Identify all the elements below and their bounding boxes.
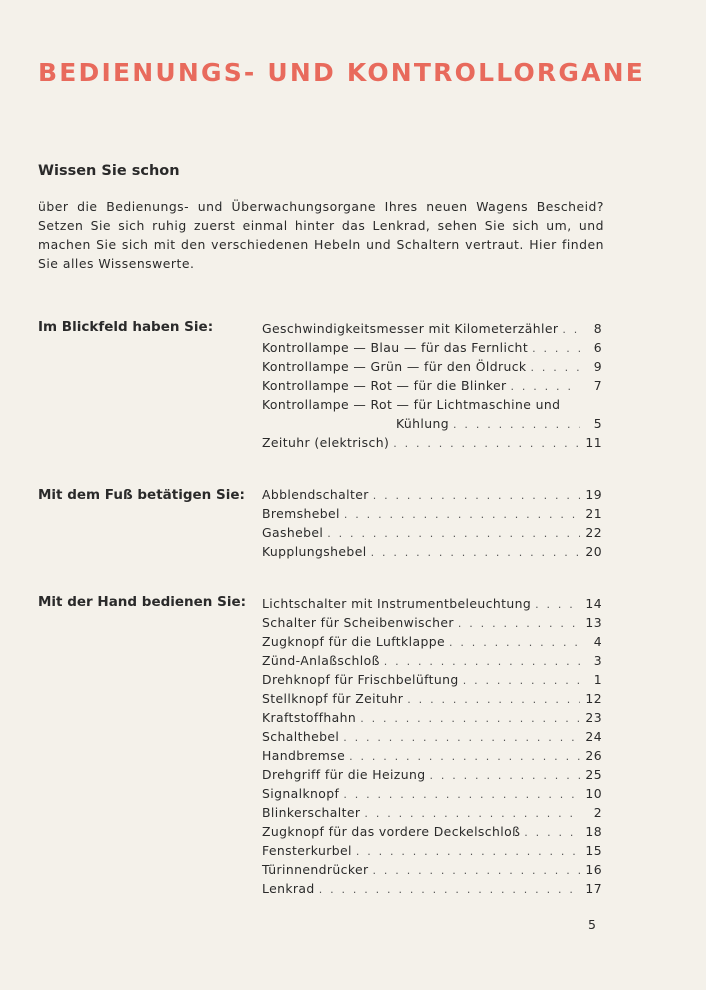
index-entry-page: 4 — [593, 634, 602, 649]
section-label-fuss: Mit dem Fuß betätigen Sie: — [38, 487, 245, 503]
index-entry-page: 14 — [585, 596, 602, 611]
leader-dots — [343, 731, 580, 744]
leader-dots — [510, 380, 580, 393]
index-entry-page: 1 — [593, 672, 602, 687]
leader-dots — [319, 883, 580, 896]
index-entry-page: 2 — [593, 805, 602, 820]
index-entry-label: Drehgriff für die Heizung — [262, 767, 426, 782]
leader-dots — [349, 750, 580, 763]
leader-dots — [393, 437, 580, 450]
index-entry-label: Lenkrad — [262, 881, 315, 896]
index-entry — [262, 691, 602, 710]
index-entry — [262, 881, 602, 900]
index-entry-label: Geschwindigkeitsmesser mit Kilometerzähler — [262, 321, 559, 336]
index-entry-page: 15 — [585, 843, 602, 858]
leader-dots — [343, 788, 580, 801]
index-entry-label: Signalknopf — [262, 786, 340, 801]
index-entry-label: Gashebel — [262, 525, 324, 540]
leader-dots — [458, 617, 580, 630]
index-entry — [262, 767, 602, 786]
leader-dots — [449, 636, 580, 649]
index-entry-page: 8 — [593, 321, 602, 336]
index-entry-label: Kontrollampe — Grün — für den Öldruck — [262, 359, 527, 374]
index-entry — [262, 843, 602, 862]
index-entry-page: 19 — [585, 487, 602, 502]
index-entry-page: 13 — [585, 615, 602, 630]
index-entry-page: 3 — [593, 653, 602, 668]
leader-dots — [524, 826, 580, 839]
index-entry-page: 10 — [585, 786, 602, 801]
index-entry — [262, 321, 602, 340]
index-entry-label: Drehknopf für Frischbelüftung — [262, 672, 459, 687]
leader-dots — [344, 508, 580, 521]
leader-dots — [364, 807, 580, 820]
index-entry — [262, 786, 602, 805]
index-entry-label: Türinnendrücker — [262, 862, 369, 877]
index-entry — [262, 397, 602, 416]
index-entry-label: Zugknopf für das vordere Deckelschloß — [262, 824, 521, 839]
index-entry — [262, 805, 602, 824]
leader-dots — [356, 845, 580, 858]
leader-dots — [327, 527, 580, 540]
leader-dots — [453, 418, 580, 431]
index-entry-page: 26 — [585, 748, 602, 763]
index-entry — [262, 378, 602, 397]
index-entry-page: 18 — [585, 824, 602, 839]
index-entry-label: Blinkerschalter — [262, 805, 361, 820]
list-fuss — [262, 487, 602, 563]
index-entry — [262, 862, 602, 881]
leader-dots — [531, 361, 581, 374]
index-entry-label: Kontrollampe — Rot — für Lichtmaschine und — [262, 397, 561, 412]
index-entry — [262, 544, 602, 563]
index-entry-label: Schalter für Scheibenwischer — [262, 615, 454, 630]
index-entry — [262, 359, 602, 378]
index-entry-label: Bremshebel — [262, 506, 340, 521]
index-entry — [262, 340, 602, 359]
section-label-hand: Mit der Hand bedienen Sie: — [38, 594, 247, 610]
index-entry — [262, 596, 602, 615]
index-entry — [262, 634, 602, 653]
index-entry-label: Kraftstoffhahn — [262, 710, 357, 725]
index-entry-label: Zeituhr (elektrisch) — [262, 435, 390, 450]
leader-dots — [532, 342, 580, 355]
index-entry-label: Zünd-Anlaßschloß — [262, 653, 380, 668]
index-entry-page: 17 — [585, 881, 602, 896]
index-entry — [262, 435, 602, 454]
index-entry-label: Fensterkurbel — [262, 843, 352, 858]
index-entry-page: 16 — [585, 862, 602, 877]
index-entry-label: Kühlung — [396, 416, 450, 431]
index-entry — [262, 729, 602, 748]
leader-dots — [407, 693, 580, 706]
index-entry — [262, 506, 602, 525]
leader-dots — [535, 598, 580, 611]
index-entry-label: Lichtschalter mit Instrumentbeleuchtung — [262, 596, 532, 611]
index-entry-page: 7 — [593, 378, 602, 393]
index-entry — [262, 748, 602, 767]
leader-dots — [429, 769, 580, 782]
index-entry-page: 6 — [593, 340, 602, 355]
index-entry-page: 25 — [585, 767, 602, 782]
index-entry-label: Zugknopf für die Luftklappe — [262, 634, 446, 649]
index-entry-page: 12 — [585, 691, 602, 706]
index-entry-page: 22 — [585, 525, 602, 540]
leader-dots — [373, 864, 580, 877]
subtitle: Wissen Sie schon — [38, 163, 180, 179]
index-entry-label: Stellknopf für Zeituhr — [262, 691, 404, 706]
index-entry-page: 5 — [593, 416, 602, 431]
index-entry-label: Kontrollampe — Blau — für das Fernlicht — [262, 340, 529, 355]
index-entry-page: 20 — [585, 544, 602, 559]
index-entry-label: Kupplungshebel — [262, 544, 367, 559]
leader-dots — [373, 489, 580, 502]
leader-dots — [384, 655, 580, 668]
page-number: 5 — [588, 917, 596, 932]
leader-dots — [371, 546, 580, 559]
page-title: BEDIENUNGS- UND KONTROLLORGANE — [38, 58, 646, 87]
index-entry — [262, 416, 602, 435]
index-entry-page: 9 — [593, 359, 602, 374]
intro-paragraph: über die Bedienungs- und Überwachungsorgane Ihres neuen Wagens Bescheid? Setzen Sie sich ruhig zuerst einmal hinter das Lenkrad, sehen Sie sich um, und machen Sie sich mit den verschiedenen Hebeln und Schaltern vertraut. Hier finden Sie alles Wissenswerte. — [38, 199, 604, 271]
index-entry — [262, 525, 602, 544]
list-hand — [262, 596, 602, 900]
index-entry-label: Handbremse — [262, 748, 346, 763]
index-entry — [262, 672, 602, 691]
index-entry-page: 11 — [585, 435, 602, 450]
section-label-blickfeld: Im Blickfeld haben Sie: — [38, 319, 214, 335]
list-blickfeld — [262, 321, 602, 454]
index-entry-page: 21 — [585, 506, 602, 521]
index-entry — [262, 710, 602, 729]
index-entry-page: 24 — [585, 729, 602, 744]
index-entry-page: 23 — [585, 710, 602, 725]
index-entry-label: Kontrollampe — Rot — für die Blinker — [262, 378, 507, 393]
index-entry — [262, 824, 602, 843]
leader-dots — [562, 323, 580, 336]
index-entry — [262, 653, 602, 672]
index-entry — [262, 615, 602, 634]
index-entry — [262, 487, 602, 506]
index-entry-label: Schalthebel — [262, 729, 340, 744]
leader-dots — [463, 674, 580, 687]
leader-dots — [360, 712, 580, 725]
index-entry-label: Abblendschalter — [262, 487, 369, 502]
